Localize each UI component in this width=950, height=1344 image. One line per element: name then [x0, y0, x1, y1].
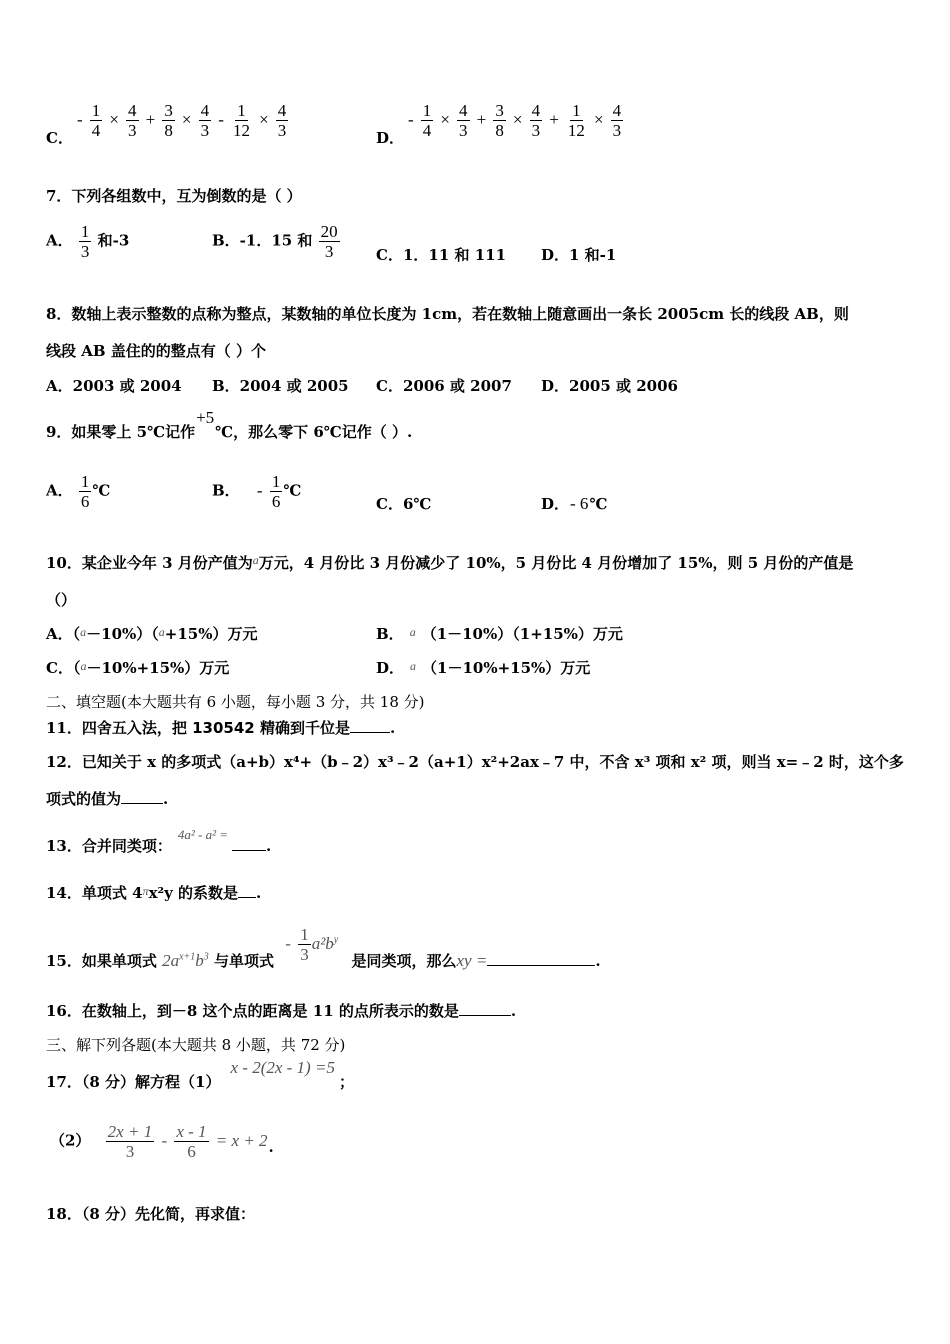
- section-2-heading: 二、填空题(本大题共有 6 小题，每小题 3 分，共 18 分): [46, 693, 425, 711]
- denominator: 3: [324, 242, 334, 261]
- punctuation: .: [163, 790, 169, 808]
- numerator: 1: [91, 101, 101, 120]
- numerator: 20: [320, 222, 338, 241]
- stem-text: 是同类项，那么: [351, 951, 457, 970]
- option-label: C．: [46, 129, 73, 147]
- denominator: 6: [80, 492, 90, 511]
- numerator: 4: [277, 101, 287, 120]
- numerator: 1: [80, 222, 90, 241]
- q11: [46, 718, 395, 738]
- q8-option-b: B．2004 或 2005: [212, 377, 349, 395]
- fraction: [79, 472, 92, 511]
- stem-text: 9．如果零上 5℃记作: [46, 423, 196, 441]
- punctuation: .: [256, 884, 262, 902]
- numerator: x - 1: [176, 1122, 207, 1141]
- answer-blank: [350, 718, 390, 733]
- math-op: -: [218, 110, 224, 129]
- fraction: [457, 101, 470, 140]
- superscript-value: +5: [196, 408, 215, 427]
- fraction: [276, 101, 289, 140]
- q17-part1: [46, 1058, 354, 1092]
- q13: [46, 827, 272, 857]
- q9-option-b: [212, 472, 301, 511]
- denominator: 3: [459, 121, 468, 140]
- denominator: 8: [164, 121, 173, 140]
- punctuation: .: [268, 1137, 274, 1156]
- numerator: 1: [422, 101, 432, 120]
- math-op: +: [549, 110, 559, 129]
- monomial-base: b: [195, 950, 204, 970]
- unit: ℃: [589, 495, 608, 513]
- denominator: 3: [128, 121, 137, 140]
- answer-blank: [487, 951, 595, 966]
- q9-stem: [46, 408, 413, 442]
- numerator: 2x + 1: [107, 1122, 153, 1141]
- math-symbol: π: [142, 884, 149, 898]
- stem-text: x²y 的系数是: [148, 884, 239, 902]
- math-expression: xy =: [456, 950, 488, 970]
- answer-blank: [121, 789, 163, 804]
- denominator: 3: [277, 121, 287, 140]
- denominator: 3: [200, 121, 210, 140]
- fraction: [106, 1122, 155, 1161]
- stem-text: 与单项式: [214, 951, 275, 970]
- math-variable: a: [80, 625, 87, 639]
- numerator: 3: [495, 101, 504, 120]
- monomial-1: [162, 951, 209, 970]
- denominator: 8: [495, 121, 504, 140]
- fraction: [90, 101, 103, 140]
- denominator: 6: [271, 492, 281, 511]
- math-variable: a: [410, 659, 417, 673]
- math-sign: -: [408, 110, 414, 129]
- monomial-base: a²b: [311, 933, 334, 953]
- numerator: 4: [612, 101, 622, 120]
- math-sign: -: [77, 110, 83, 129]
- q7-option-d: D．1 和-1: [541, 246, 617, 264]
- q7-stem: 7．下列各组数中，互为倒数的是（ ）: [46, 187, 302, 205]
- option-text: B．: [376, 625, 404, 643]
- q7-option-a: [46, 222, 129, 261]
- stem-text: 11．四舍五入法，把: [46, 719, 193, 737]
- q10-stem-line1: [46, 553, 853, 574]
- q10-option-a: [46, 624, 257, 645]
- q14: [46, 883, 261, 904]
- math-variable: a: [80, 659, 87, 673]
- math-op: ×: [259, 110, 269, 129]
- math-op: ×: [512, 110, 523, 129]
- denominator: 3: [300, 945, 309, 964]
- denominator: 3: [612, 121, 622, 140]
- numerator: 4: [128, 101, 137, 120]
- answer-blank: [459, 1001, 511, 1016]
- monomial-2: [312, 934, 339, 953]
- fraction: [566, 101, 587, 140]
- q17-part2: [50, 1122, 274, 1161]
- q12-line2: [46, 789, 168, 809]
- stem-text: 10．某企业今年 3 月份产值为: [46, 554, 253, 572]
- q6-c-expression: [76, 101, 289, 140]
- stem-text: 13．合并同类项：: [46, 837, 172, 855]
- q9-option-d: [541, 494, 607, 514]
- option-label: D．: [541, 495, 570, 513]
- equation: x - 2(2x - 1) =5: [230, 1058, 335, 1077]
- numerator: 4: [459, 101, 468, 120]
- denominator: 3: [80, 242, 90, 261]
- q7-option-c: C．1．11 和 111: [376, 246, 507, 264]
- fraction: [199, 101, 212, 140]
- q10-stem-line2: （）: [46, 591, 77, 609]
- q9-option-a: [46, 472, 110, 511]
- math-variable: a: [158, 625, 165, 639]
- numerator: 1: [271, 472, 281, 491]
- fraction: [298, 925, 311, 964]
- option-text: +15%）万元: [164, 625, 258, 643]
- denominator: 4: [422, 121, 432, 140]
- punctuation: .: [266, 837, 272, 855]
- option-label: B．: [212, 481, 240, 500]
- option-text: A．（: [46, 625, 81, 643]
- math-op: ×: [181, 110, 192, 129]
- q10-option-c: [46, 658, 229, 679]
- stem-text: ℃，那么零下 6℃记作（ ）.: [215, 423, 413, 441]
- math-value: - 6: [570, 494, 589, 513]
- fraction: [162, 101, 175, 140]
- exponent: x+1: [179, 950, 196, 962]
- fraction: [421, 101, 434, 140]
- math-op: ×: [593, 110, 604, 129]
- q15: [46, 925, 601, 970]
- q6-d-expression: [407, 101, 624, 140]
- stem-text: 16．在数轴上，到－8 这个点的距离是 11 的点所表示的数是: [46, 1002, 459, 1020]
- answer-blank: [238, 883, 256, 898]
- q10-option-b: [376, 624, 623, 645]
- numerator: 1: [80, 472, 90, 491]
- numerator: 4: [200, 101, 210, 120]
- fraction: [79, 222, 92, 261]
- math-op: ×: [440, 110, 450, 129]
- option-text: －10%+15%）万元: [86, 659, 230, 677]
- option-text: －10%）（: [86, 625, 159, 643]
- math-sign: -: [256, 480, 263, 500]
- stem-text: 14．单项式 4: [46, 884, 143, 902]
- denominator: 12: [567, 121, 585, 140]
- denominator: 6: [187, 1142, 196, 1161]
- q6-option-d: [376, 110, 405, 147]
- exponent: 3: [203, 950, 209, 962]
- number: 130542: [192, 719, 255, 737]
- math-expression: = x + 2: [215, 1130, 268, 1150]
- option-text: C．（: [46, 659, 81, 677]
- q8-option-a: A．2003 或 2004: [46, 377, 182, 395]
- punctuation: .: [595, 951, 601, 970]
- stem-text: 15．如果单项式: [46, 951, 157, 970]
- q6-option-c: [46, 110, 73, 147]
- numerator: 1: [572, 101, 581, 120]
- math-variable: a: [252, 553, 259, 567]
- numerator: 1: [237, 101, 246, 120]
- math-op: ×: [109, 110, 119, 129]
- numerator: 3: [164, 101, 173, 120]
- fraction: [493, 101, 506, 140]
- q12-line1: 12．已知关于 x 的多项式（a+b）x⁴+（b﹣2）x³﹣2（a+1）x²+2ax﹣7 中，不含 x³ 项和 x² 项，则当 x=﹣2 时，这个多: [46, 753, 904, 771]
- numerator: 4: [531, 101, 541, 120]
- fraction: [231, 101, 252, 140]
- denominator: 12: [232, 121, 250, 140]
- option-text: D．: [376, 659, 405, 677]
- q8-option-c: C．2006 或 2007: [376, 377, 512, 395]
- math-variable: a: [409, 625, 416, 639]
- q7-option-b: [212, 222, 341, 261]
- exponent: y: [333, 933, 339, 945]
- q10-option-d: [376, 658, 590, 679]
- fraction: [319, 222, 340, 261]
- fraction: [270, 472, 283, 511]
- q8-option-d: D．2005 或 2006: [541, 377, 678, 395]
- math-op: +: [476, 110, 487, 129]
- punctuation: .: [389, 719, 396, 737]
- q16: [46, 1001, 516, 1021]
- math-sign: -: [285, 933, 291, 953]
- fraction: [530, 101, 543, 140]
- option-text: （1－10%）（1+15%）万元: [421, 625, 623, 643]
- option-label: A．: [46, 481, 73, 500]
- stem-text: 万元，4 月份比 3 月份减少了 10%，5 月份比 4 月份增加了 15%，则 5 月份的产值是: [258, 554, 854, 572]
- section-3-heading: 三、解下列各题(本大题共 8 小题，共 72 分): [46, 1036, 346, 1054]
- q8-stem-line2: 线段 AB 盖住的的整点有（ ）个: [46, 342, 266, 360]
- stem-text: 精确到千位是: [254, 719, 350, 737]
- math-op: -: [161, 1130, 168, 1150]
- stem-text: 17．（8 分）解方程（1）: [46, 1073, 221, 1091]
- math-op: +: [145, 110, 156, 129]
- option-text: 和-3: [97, 231, 130, 250]
- numerator: 1: [300, 925, 309, 944]
- denominator: 3: [531, 121, 541, 140]
- answer-blank: [232, 836, 266, 851]
- punctuation: ；: [338, 1073, 354, 1091]
- fraction: [174, 1122, 208, 1161]
- monomial-base: 2a: [162, 950, 180, 970]
- denominator: 4: [91, 121, 101, 140]
- denominator: 3: [125, 1142, 135, 1161]
- option-label: A．: [46, 231, 73, 250]
- fraction: [126, 101, 139, 140]
- option-label: D．: [376, 129, 405, 147]
- q9-option-c: C．6℃: [376, 495, 432, 513]
- part-label: （2）: [50, 1131, 91, 1150]
- q18: 18．（8 分）先化简，再求值：: [46, 1205, 256, 1223]
- punctuation: .: [510, 1002, 517, 1020]
- fraction: [611, 101, 624, 140]
- unit: ℃: [92, 481, 111, 500]
- stem-text: 项式的值为: [46, 790, 122, 808]
- q8-stem-line1: 8．数轴上表示整数的点称为整点，某数轴的单位长度为 1cm，若在数轴上随意画出一条长 2005cm 长的线段 AB，则: [46, 305, 849, 323]
- option-text: B．-1．15 和: [212, 231, 313, 250]
- math-expression: 4a² - a² =: [177, 827, 229, 842]
- unit: ℃: [283, 481, 302, 500]
- option-text: （1－10%+15%）万元: [422, 659, 591, 677]
